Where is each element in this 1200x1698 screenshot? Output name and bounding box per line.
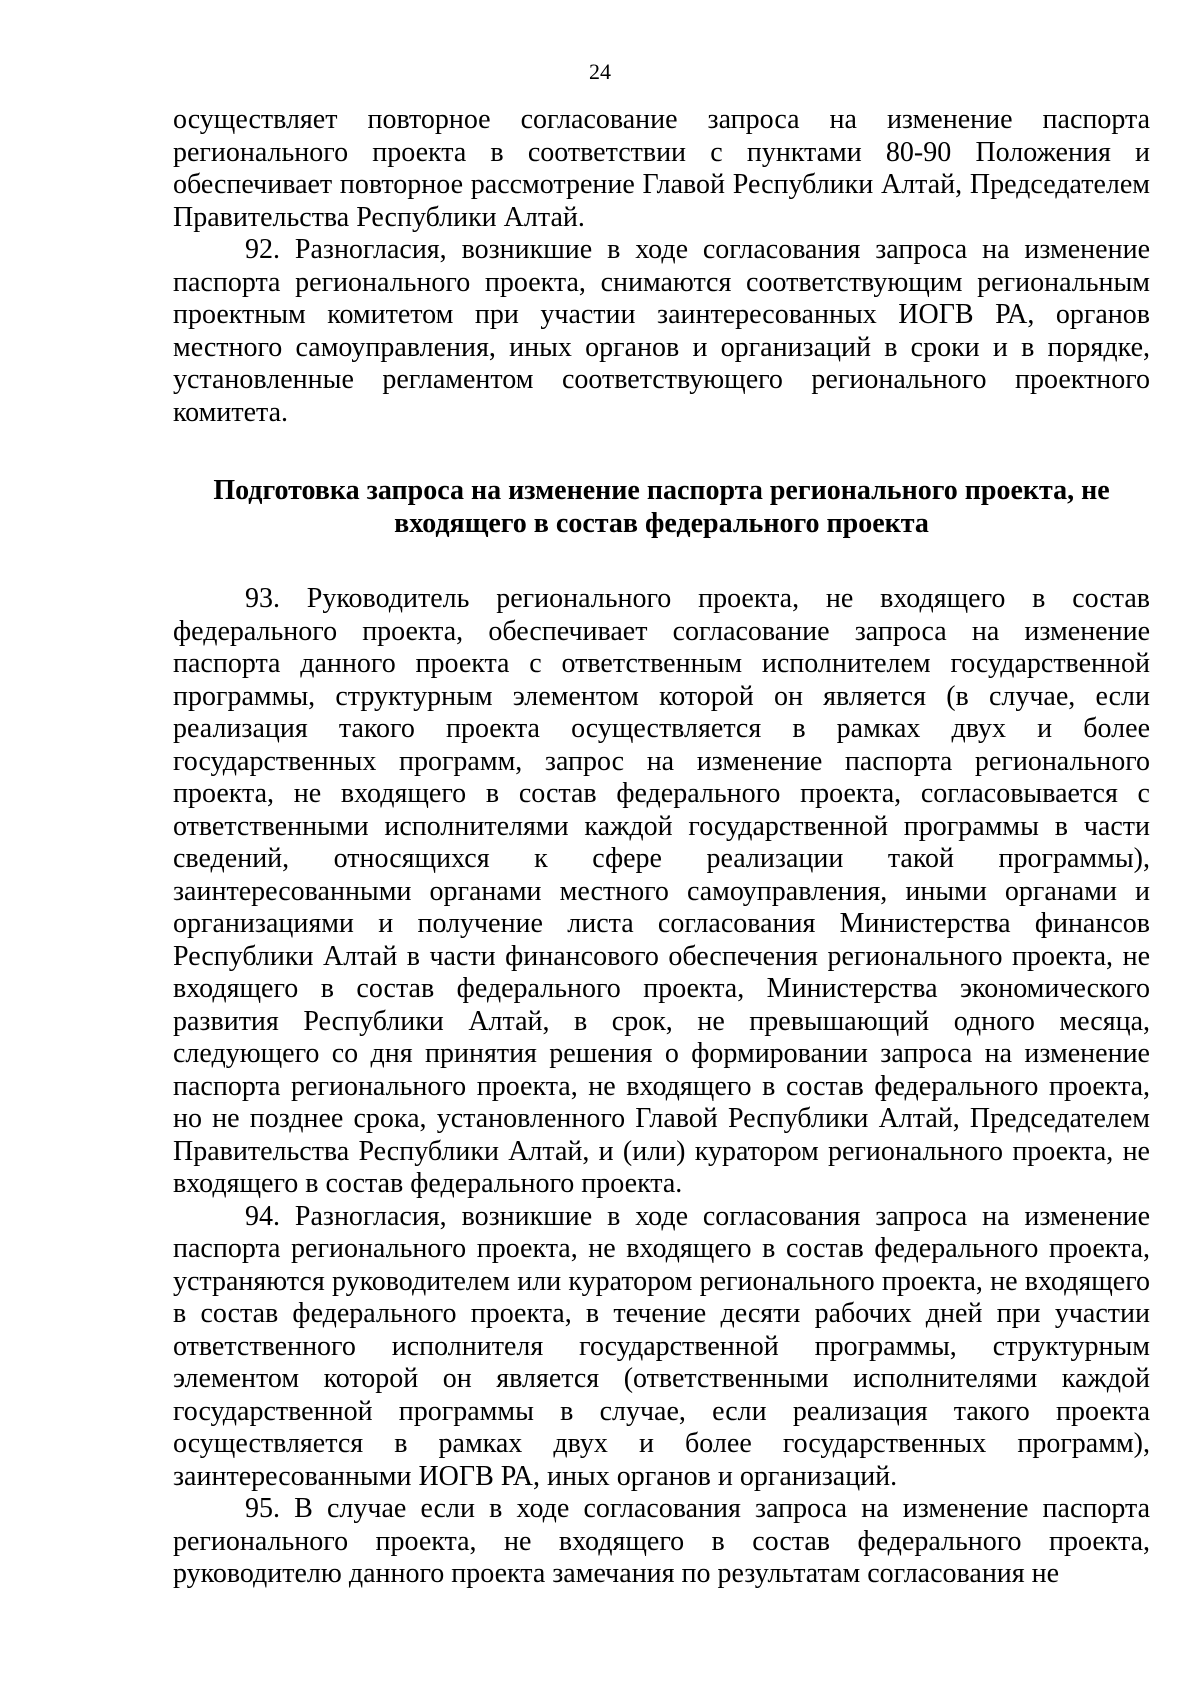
page-number: 24	[589, 59, 611, 84]
paragraph-93: 93. Руководитель регионального проекта, не входящего в состав федерального проекта, обеспечивает согласование запроса на изменение паспорта данного проекта с ответственным исполнителем государственной программы, структурным элементом которой он является (в случае, если реализация такого проекта осуществляется в рамках двух и более государственных программ, запрос на изменение паспорта регионального проекта, не входящего в состав федерального проекта, согласовывается с ответственными исполнителями каждой государственной программы в части сведений, относящихся к сфере реализации такой программы), заинтересованными органами местного самоуправления, иными органами и организациями и получение листа согласования Министерства финансов Республики Алтай в части финансового обеспечения регионального проекта, не входящего в состав федерального проекта, Министерства экономического развития Республики Алтай, в срок, не превышающий одного месяца, следующего со дня принятия решения о формировании запроса на изменение паспорта регионального проекта, не входящего в состав федерального проекта, но не позднее срока, установленного Главой Республики Алтай, Председателем Правительства Республики Алтай, и (или) куратором регионального проекта, не входящего в состав федерального проекта.	[173, 583, 1150, 1199]
paragraph-95: 95. В случае если в ходе согласования запроса на изменение паспорта регионального проекта, не входящего в состав федерального проекта, руководителю данного проекта замечания по результатам согласования не	[173, 1493, 1150, 1589]
section-heading	[173, 474, 1150, 540]
section-heading-line-2: входящего в состав федерального проекта	[394, 508, 929, 539]
paragraph-92: 92. Разногласия, возникшие в ходе согласования запроса на изменение паспорта регионального проекта, снимаются соответствующим региональным проектным комитетом при участии заинтересованных ИОГВ РА, органов местного самоуправления, иных органов и организаций в сроки и в порядке, установленные регламентом соответствующего регионального проектного комитета.	[173, 234, 1150, 428]
section-heading-line-1: Подготовка запроса на изменение паспорта регионального проекта, не	[213, 475, 1110, 506]
paragraph-94: 94. Разногласия, возникшие в ходе согласования запроса на изменение паспорта регионального проекта, не входящего в состав федерального проекта, устраняются руководителем или куратором регионального проекта, не входящего в состав федерального проекта, в течение десяти рабочих дней при участии ответственного исполнителя государственной программы, структурным элементом которой он является (ответственными исполнителями каждой государственной программы в случае, если реализация такого проекта осуществляется в рамках двух и более государственных программ), заинтересованными ИОГВ РА, иных органов и организаций.	[173, 1200, 1150, 1492]
paragraph-continuation: осуществляет повторное согласование запроса на изменение паспорта регионального проекта в соответствии с пунктами 80-90 Положения и обеспечивает повторное рассмотрение Главой Республики Алтай, Председателем Правительства Республики Алтай.	[173, 104, 1150, 233]
document-body	[173, 104, 1150, 1591]
